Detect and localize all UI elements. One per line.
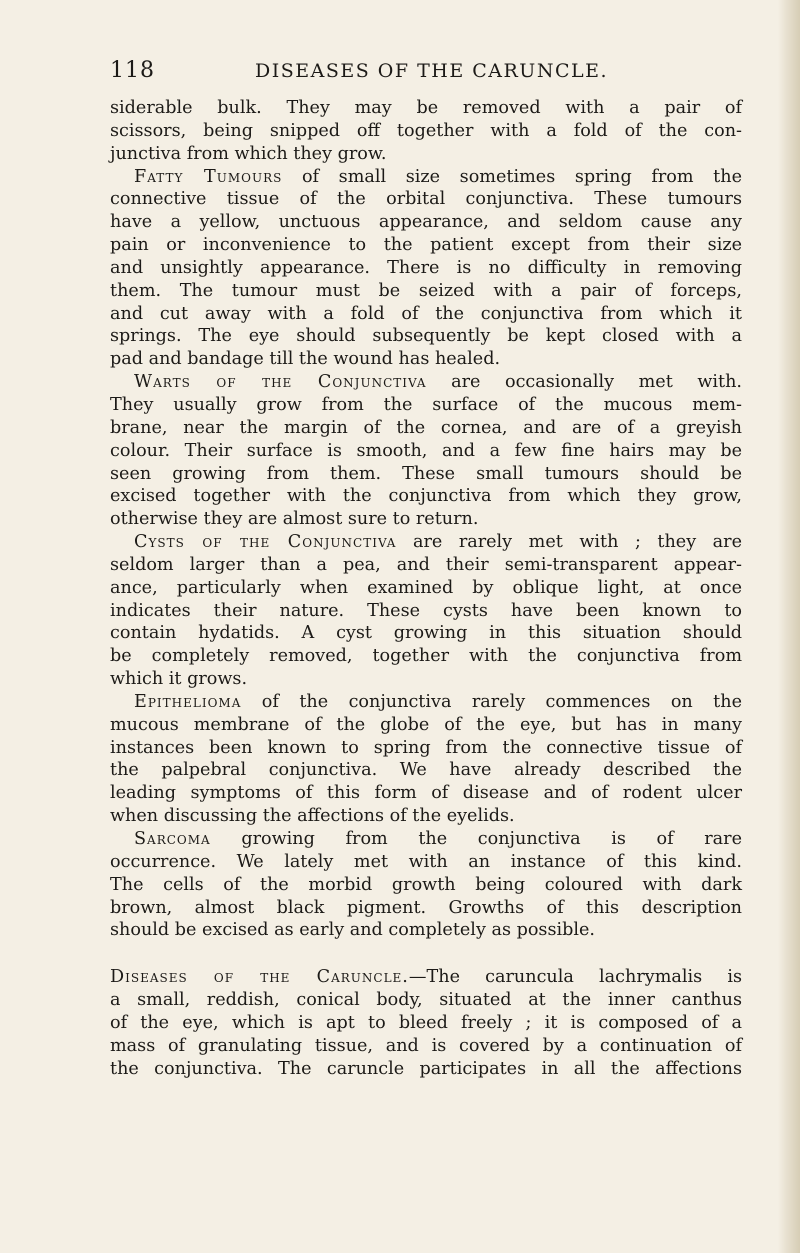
running-head: DISEASES OF THE CARUNCLE. xyxy=(255,60,609,82)
text-run: are rarely met with ; they are xyxy=(396,532,742,553)
text-line: They usually grow from the surface of the mucous mem- xyxy=(110,394,742,415)
paragraph-caruncle xyxy=(110,966,742,989)
text-run: are occasionally met with. xyxy=(426,372,742,393)
page-header xyxy=(110,58,750,88)
text-line: ance, particularly when examined by oblique light, at once xyxy=(110,577,742,598)
text-run: of the conjunctiva rarely commences on the xyxy=(241,691,742,712)
paragraph-epithelioma xyxy=(110,691,742,714)
paragraph-cysts xyxy=(110,531,742,554)
section-heading: Cysts of the Conjunctiva xyxy=(134,532,397,553)
paragraph-warts xyxy=(110,371,742,394)
text-line: The cells of the morbid growth being coloured with dark xyxy=(110,874,742,895)
text-line: mass of granulating tissue, and is covered by a continuation of xyxy=(110,1035,742,1056)
text-line: them. The tumour must be seized with a pair of forceps, xyxy=(110,280,742,301)
text-line: siderable bulk. They may be removed with a pair of xyxy=(110,98,742,118)
text-line: colour. Their surface is smooth, and a few fine hairs may be xyxy=(110,440,742,461)
text-line: be completely removed, together with the conjunctiva from xyxy=(110,646,742,667)
paragraph-fatty-tumours xyxy=(110,166,742,189)
text-line: springs. The eye should subsequently be kept closed with a xyxy=(110,326,742,347)
section-heading: Diseases of the Caruncle. xyxy=(110,967,409,988)
section-gap xyxy=(110,942,742,966)
page-number: 118 xyxy=(110,58,155,83)
paragraph-sarcoma xyxy=(110,828,742,851)
text-line: have a yellow, unctuous appearance, and seldom cause any xyxy=(110,212,742,233)
text-line: should be excised as early and completely as possible. xyxy=(110,920,596,941)
text-line: instances been known to spring from the connective tissue of xyxy=(110,737,742,758)
text-line: seldom larger than a pea, and their semi-transparent appear- xyxy=(110,554,742,575)
text-line: excised together with the conjunctiva from which they grow, xyxy=(110,486,742,507)
text-line: contain hydatids. A cyst growing in this situation should xyxy=(110,623,742,644)
text-line: of the eye, which is apt to bleed freely ; it is composed of a xyxy=(110,1012,742,1033)
section-heading: Sarcoma xyxy=(134,829,211,849)
text-line: mucous membrane of the globe of the eye, but has in many xyxy=(110,714,742,735)
text-line: leading symptoms of this form of disease and of rodent ulcer xyxy=(110,783,742,804)
text-line: the palpebral conjunctiva. We have already described the xyxy=(110,760,742,781)
section-heading: Epithelioma xyxy=(134,691,242,712)
body-text xyxy=(110,97,742,1080)
text-line: indicates their nature. These cysts have been known to xyxy=(110,600,742,621)
text-line: which it grows. xyxy=(110,669,248,690)
text-line: occurrence. We lately met with an instance of this kind. xyxy=(110,851,742,872)
text-line: junctiva from which they grow. xyxy=(110,143,387,164)
text-line: scissors, being snipped off together with a fold of the con- xyxy=(110,120,742,141)
text-line: a small, reddish, conical body, situated at the inner canthus xyxy=(110,990,742,1011)
text-line: and unsightly appearance. There is no difficulty in removing xyxy=(110,257,742,278)
text-line: connective tissue of the orbital conjunctiva. These tumours xyxy=(110,189,742,210)
text-line: and cut away with a fold of the conjunctiva from which it xyxy=(110,303,742,324)
text-line: pain or inconvenience to the patient except from their size xyxy=(110,235,742,256)
text-run: of small size sometimes spring from the xyxy=(282,166,742,187)
page-edge-shadow xyxy=(778,0,800,1253)
text-line: otherwise they are almost sure to return. xyxy=(110,509,479,530)
text-line: brane, near the margin of the cornea, and are of a greyish xyxy=(110,417,742,438)
text-run: —The caruncula lachrymalis is xyxy=(408,967,742,988)
text-line: seen growing from them. These small tumours should be xyxy=(110,463,742,484)
text-line: brown, almost black pigment. Growths of this description xyxy=(110,897,742,918)
text-line: when discussing the affections of the eyelids. xyxy=(110,806,515,827)
text-run: growing from the conjunctiva is of rare xyxy=(210,829,742,849)
text-line: the conjunctiva. The caruncle participates in all the affections xyxy=(110,1058,742,1079)
section-heading: Fatty Tumours xyxy=(134,166,283,187)
section-heading: Warts of the Conjunctiva xyxy=(134,372,427,393)
text-line: pad and bandage till the wound has healed. xyxy=(110,349,501,370)
